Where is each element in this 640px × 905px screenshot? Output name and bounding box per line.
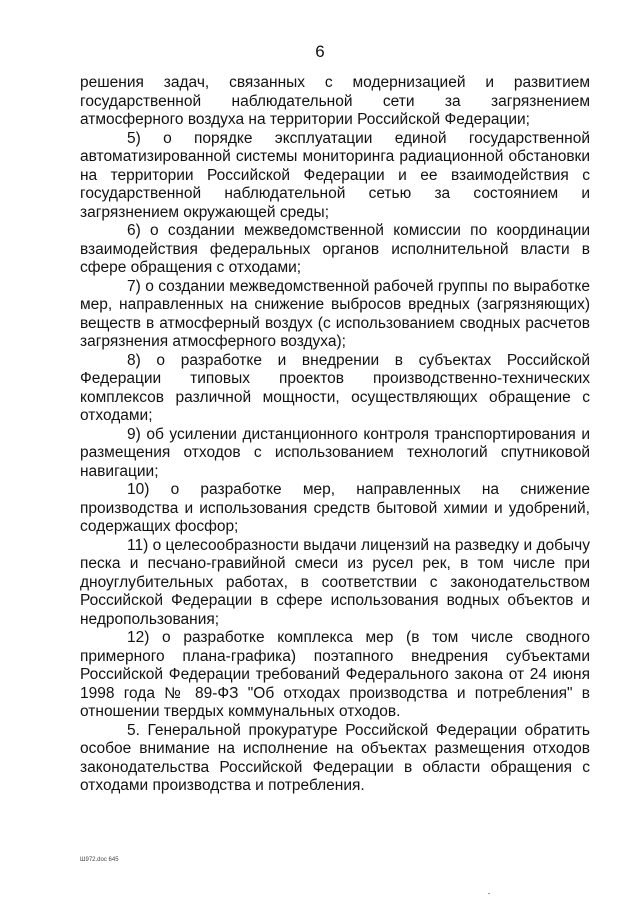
paragraph-item-9: 9) об усилении дистанционного контроля транспортирования и размещения отходов с использованием технологий спутниковой навигации; [80,425,590,480]
paragraph-continuation: решения задач, связанных с модернизацией и развитием государственной наблюдательной сети за загрязнением атмосферного воздуха на территории Российской Федерации; [80,74,590,128]
paragraph-section-5: 5. Генеральной прокуратуре Российской Федерации обратить особое внимание на исполнение на объектах размещения отходов законодательства Российской Федерации в области обращения с отходами производства и потребления. [80,721,590,794]
paragraph-item-10: 10) о разработке мер, направленных на снижение производства и использования средств бытовой химии и удобрений, содержащих фосфор; [80,481,590,535]
paragraph-item-11: 11) о целесообразности выдачи лицензий на разведку и добычу песка и песчано-гравийной смеси из русел рек, в том числе при дноуглубительных работах, в соответствии с законодательством Российской Федерации в сфере использования водных объектов и недропользования; [80,536,590,628]
footer-file-code: Ш972.doc 645 [80,857,119,863]
paragraph-item-12: 12) о разработке комплекса мер (в том числе сводного примерного плана-графика) поэтапного внедрения субъектами Российской Федерации требований Федерального закона от 24 июня 1998 года № 89-ФЗ "Об отходах производства и потребления" в отношении твердых коммунальных отходов. [80,629,590,720]
scan-artifact [488,893,490,894]
page-number: 6 [315,42,325,61]
document-body [80,74,590,796]
paragraph-item-5: 5) о порядке эксплуатации единой государственной автоматизированной системы мониторинга радиационной обстановки на территории Российской Федерации и ее взаимодействия с государственной наблюдательной сетью за состоянием и загрязнением окружающей среды; [80,129,590,221]
paragraph-item-6: 6) о создании межведомственной комиссии по координации взаимодействия федеральных органов исполнительной власти в сфере обращения с отходами; [80,222,590,276]
paragraph-item-8: 8) о разработке и внедрении в субъектах Российской Федерации типовых проектов производственно-технических комплексов различной мощности, осуществляющих обращение с отходами; [80,351,590,424]
paragraph-item-7: 7) о создании межведомственной рабочей группы по выработке мер, направленных на снижение выбросов вредных (загрязняющих) веществ в атмосферный воздух (с использованием сводных расчетов загрязнения атмосферного воздуха); [80,277,590,350]
